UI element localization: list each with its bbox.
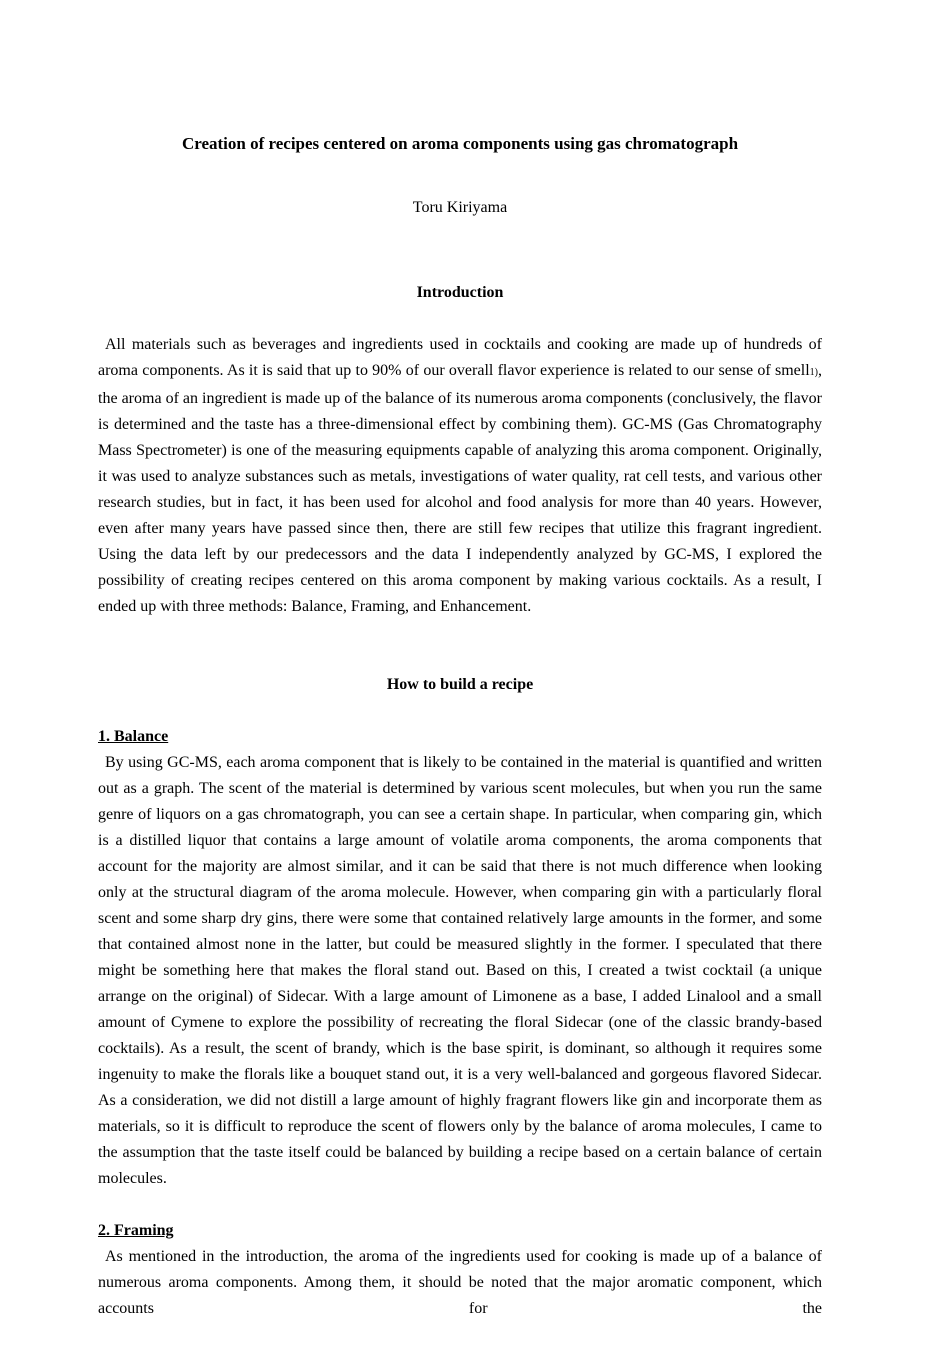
subsection-heading-framing: 2. Framing — [98, 1222, 174, 1239]
footnote-ref-1: 1) — [809, 367, 818, 378]
framing-paragraph: As mentioned in the introduction, the aroma of the ingredients used for cooking is made up of a balance of numerous aroma components. Among them, it should be noted that the major aromatic component, which accounts for the — [98, 1248, 822, 1317]
intro-paragraph-text-before-ref: All materials such as beverages and ingredients used in cocktails and cooking are made up of hundreds of aroma components. As it is said that up to 90% of our overall flavor experience is related to our sense of smell — [98, 336, 822, 379]
section-heading-how-to-build-a-recipe: How to build a recipe — [386, 676, 534, 693]
intro-paragraph-text-after-ref: , the aroma of an ingredient is made up of the balance of its numerous aroma components (conclusively, the flavor is determined and the taste has a three-dimensional effect by combining them). GC-MS (Gas Chromatography Mass Spectrometer) is one of the measuring equipments capable of analyzing this aroma component. Originally, it was used to analyze substances such as metals, investigations of water quality, rat cell tests, and various other research studies, but in fact, it has been used for alcohol and food analysis for more than 40 years. However, even after many years have passed since then, there are still few recipes that utilize this fragrant ingredient. Using the data left by our predecessors and the data I independently analyzed by GC-MS, I explored the possibility of creating recipes centered on this aroma component by making various cocktails. As a result, I ended up with three methods: Balance, Framing, and Enhancement. — [98, 362, 822, 615]
intro-paragraph — [98, 332, 822, 620]
subsection-heading-balance: 1. Balance — [98, 728, 169, 745]
balance-paragraph: By using GC-MS, each aroma component that is likely to be contained in the material is quantified and written out as a graph. The scent of the material is determined by various scent molecules, but when you run the same genre of liquors on a gas chromatograph, you can see a certain shape. In particular, when comparing gin, which is a distilled liquor that contains a large amount of volatile aroma components, the aroma components that account for the majority are almost similar, and it can be said that there is not much difference when looking only at the structural diagram of the aroma molecule. However, when comparing gin with a particularly floral scent and some sharp dry gins, there were some that contained relatively large amounts in the former, and some that contained almost none in the latter, but could be measured slightly in the former. I speculated that there might be something here that makes the floral stand out. Based on this, I created a twist cocktail (a unique arrange on the original) of Sidecar. With a large amount of Limonene as a base, I added Linalool and a small amount of Cymene to explore the possibility of recreating the floral Sidecar (one of the classic brandy-based cocktails). As a result, the scent of brandy, which is the base spirit, is dominant, so although it requires some ingenuity to make the florals like a bouquet stand out, it is a very well-balanced and gorgeous flavored Sidecar. As a consideration, we did not distill a large amount of highly fragrant flowers like gin and incorporate them as materials, so it is difficult to reproduce the scent of flowers only by the balance of aroma molecules, I came to the assumption that the taste itself could be balanced by building a recipe based on a certain balance of certain molecules. — [98, 754, 822, 1187]
paper-title: Creation of recipes centered on aroma components using gas chromatograph — [181, 134, 739, 153]
author-name: Toru Kiriyama — [412, 199, 508, 216]
section-heading-introduction: Introduction — [416, 284, 504, 301]
